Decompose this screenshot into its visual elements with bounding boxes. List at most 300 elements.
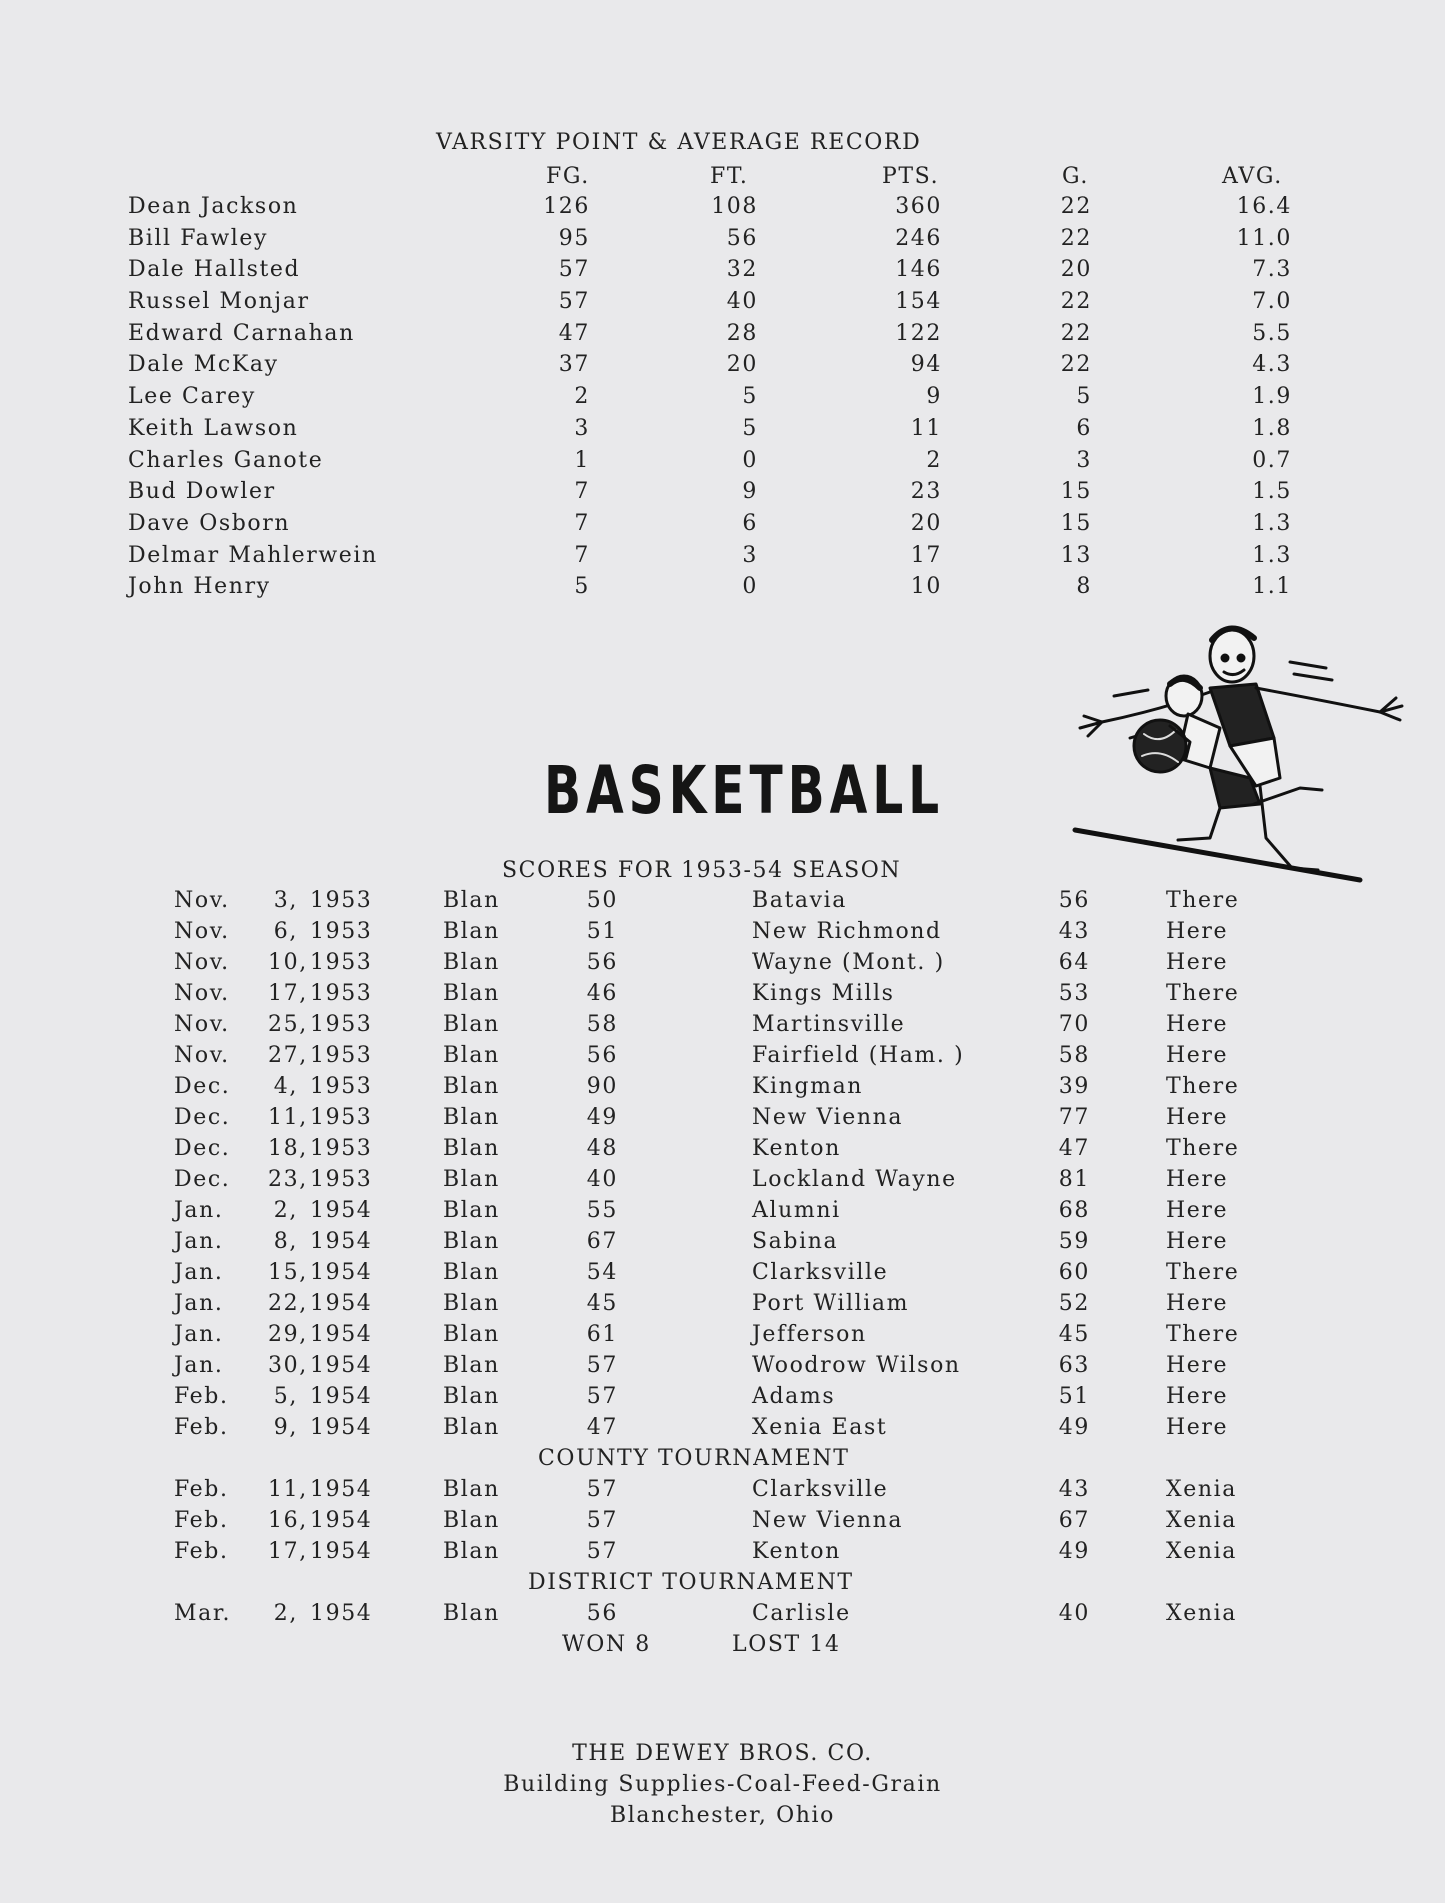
points: 17 [910, 542, 942, 568]
game-row [0, 1322, 1445, 1353]
game-location: Here [1166, 1229, 1229, 1254]
home-score: 50 [586, 888, 618, 913]
average: 1.8 [1252, 415, 1292, 441]
free-throws: 56 [726, 225, 758, 251]
game-row [0, 1012, 1445, 1043]
opponent-score: 51 [1058, 1384, 1090, 1409]
game-row [0, 1198, 1445, 1229]
game-location: There [1166, 888, 1240, 913]
opponent-score: 58 [1058, 1043, 1090, 1068]
player-name: Keith Lawson [128, 415, 299, 441]
home-score: 58 [586, 1012, 618, 1037]
points: 2 [926, 447, 942, 473]
game-location: Here [1166, 950, 1229, 975]
free-throws: 6 [742, 510, 758, 536]
games: 22 [1060, 194, 1092, 219]
opponent-name: Clarksville [752, 1260, 889, 1285]
opponent-name: Wayne (Mont. ) [752, 950, 945, 975]
game-year: 1953 [310, 1012, 373, 1037]
average: 7.0 [1252, 289, 1292, 315]
average: 1.3 [1252, 542, 1292, 568]
game-day: 9, [273, 1415, 298, 1440]
game-day: 30, [268, 1353, 308, 1378]
game-row [0, 950, 1445, 981]
games: 6 [1076, 415, 1092, 441]
games: 13 [1060, 542, 1092, 568]
game-row [0, 888, 1445, 919]
game-row [0, 1229, 1445, 1260]
district-tournament-heading [0, 1570, 1445, 1601]
game-year: 1953 [310, 950, 373, 975]
opponent-score: 60 [1058, 1260, 1090, 1285]
game-row [0, 1136, 1445, 1167]
opponent-name: Martinsville [752, 1012, 906, 1037]
player-name: Dale Hallsted [128, 257, 301, 283]
opponent-name: Xenia East [752, 1415, 888, 1440]
home-team: Blan [443, 888, 500, 913]
field-goals: 37 [558, 352, 590, 378]
game-day: 29, [268, 1322, 308, 1347]
regular-season-games [0, 888, 1445, 1446]
home-team: Blan [443, 1229, 500, 1254]
county-tournament-games [0, 1477, 1445, 1570]
field-goals: 47 [558, 320, 590, 346]
opponent-score: 49 [1058, 1415, 1090, 1440]
points: 146 [895, 257, 942, 283]
opponent-score: 63 [1058, 1353, 1090, 1378]
average: 1.9 [1252, 384, 1292, 410]
opponent-score: 45 [1058, 1322, 1090, 1347]
table-row [0, 321, 1445, 353]
game-month: Jan. [174, 1291, 224, 1316]
game-day: 22, [268, 1291, 308, 1316]
table-row [0, 289, 1445, 321]
game-year: 1954 [310, 1539, 373, 1564]
free-throws: 28 [726, 320, 758, 346]
free-throws: 5 [742, 415, 758, 441]
opponent-name: Alumni [752, 1198, 841, 1223]
home-score: 57 [586, 1477, 618, 1502]
home-score: 90 [586, 1074, 618, 1099]
field-goals: 7 [574, 510, 590, 536]
county-tournament-heading [0, 1446, 1445, 1477]
scores-title: SCORES FOR 1953-54 SEASON [502, 858, 902, 883]
game-location: Here [1166, 1291, 1229, 1316]
game-year: 1953 [310, 1136, 373, 1161]
home-team: Blan [443, 1384, 500, 1409]
game-year: 1954 [310, 1229, 373, 1254]
opponent-score: 39 [1058, 1074, 1090, 1099]
game-year: 1954 [310, 1384, 373, 1409]
points: 360 [895, 194, 942, 219]
game-month: Dec. [174, 1136, 231, 1161]
free-throws: 40 [726, 289, 758, 315]
opponent-score: 77 [1058, 1105, 1090, 1130]
game-day: 17, [268, 981, 308, 1006]
average: 11.0 [1236, 225, 1292, 251]
game-day: 4, [273, 1074, 298, 1099]
opponent-score: 52 [1058, 1291, 1090, 1316]
game-year: 1954 [310, 1508, 373, 1533]
player-name: Bill Fawley [128, 225, 269, 251]
sponsor-location: Blanchester, Ohio [610, 1803, 835, 1828]
game-location: There [1166, 1136, 1240, 1161]
free-throws: 20 [726, 352, 758, 378]
game-month: Jan. [174, 1260, 224, 1285]
basketball-players-cartoon-icon [1060, 618, 1420, 886]
free-throws: 3 [742, 542, 758, 568]
field-goals: 95 [558, 225, 590, 251]
opponent-score: 53 [1058, 981, 1090, 1006]
home-score: 54 [586, 1260, 618, 1285]
opponent-name: Sabina [752, 1229, 839, 1254]
game-row [0, 1291, 1445, 1322]
opponent-name: Batavia [752, 888, 848, 913]
free-throws: 32 [726, 257, 758, 283]
opponent-score: 70 [1058, 1012, 1090, 1037]
points: 154 [895, 289, 942, 315]
home-score: 67 [586, 1229, 618, 1254]
player-name: Russel Monjar [128, 289, 310, 315]
opponent-name: Jefferson [752, 1322, 867, 1347]
table-row [0, 574, 1445, 606]
game-location: Xenia [1166, 1601, 1238, 1626]
game-location: Here [1166, 1043, 1229, 1068]
game-location: Xenia [1166, 1508, 1238, 1533]
basketball-heading: BASKETBALL [544, 752, 945, 829]
free-throws: 5 [742, 384, 758, 410]
game-year: 1953 [310, 919, 373, 944]
home-team: Blan [443, 981, 500, 1006]
home-team: Blan [443, 1601, 500, 1626]
varsity-record-title: VARSITY POINT & AVERAGE RECORD [436, 130, 922, 155]
home-team: Blan [443, 1012, 500, 1037]
points: 122 [895, 320, 942, 346]
points: 246 [895, 225, 942, 251]
game-month: Dec. [174, 1074, 231, 1099]
games: 22 [1060, 225, 1092, 251]
table-row [0, 416, 1445, 448]
opponent-name: Clarksville [752, 1477, 889, 1502]
game-day: 11, [268, 1105, 308, 1130]
game-day: 2, [273, 1198, 298, 1223]
field-goals: 57 [558, 289, 590, 315]
game-month: Jan. [174, 1322, 224, 1347]
game-row [0, 1074, 1445, 1105]
game-year: 1953 [310, 1043, 373, 1068]
home-team: Blan [443, 1043, 500, 1068]
game-month: Feb. [174, 1415, 229, 1440]
home-team: Blan [443, 1508, 500, 1533]
player-name: Dale McKay [128, 352, 279, 378]
player-name: Dave Osborn [128, 510, 291, 536]
free-throws: 9 [742, 479, 758, 505]
sponsor-footer [0, 1741, 1445, 1834]
game-month: Dec. [174, 1105, 231, 1130]
player-name: John Henry [128, 574, 271, 600]
game-month: Nov. [174, 888, 230, 913]
home-score: 57 [586, 1384, 618, 1409]
table-row [0, 511, 1445, 543]
header-fg: FG. [546, 164, 590, 189]
average: 5.5 [1252, 320, 1292, 346]
game-location: Here [1166, 1105, 1229, 1130]
home-team: Blan [443, 1291, 500, 1316]
opponent-name: New Vienna [752, 1105, 904, 1130]
games: 5 [1076, 384, 1092, 410]
game-month: Nov. [174, 1043, 230, 1068]
game-day: 27, [268, 1043, 308, 1068]
home-team: Blan [443, 1136, 500, 1161]
game-day: 25, [268, 1012, 308, 1037]
game-day: 3, [273, 888, 298, 913]
points: 23 [910, 479, 942, 505]
district-tournament-title: DISTRICT TOURNAMENT [528, 1570, 854, 1595]
opponent-name: Carlisle [752, 1601, 851, 1626]
game-location: Here [1166, 1012, 1229, 1037]
home-score: 57 [586, 1539, 618, 1564]
opponent-name: Kenton [752, 1136, 841, 1161]
game-day: 10, [268, 950, 308, 975]
scores-table [0, 888, 1445, 1663]
player-name: Delmar Mahlerwein [128, 542, 378, 568]
player-name: Bud Dowler [128, 479, 276, 505]
game-row [0, 1601, 1445, 1632]
game-year: 1953 [310, 1167, 373, 1192]
game-year: 1954 [310, 1260, 373, 1285]
table-row [0, 352, 1445, 384]
home-team: Blan [443, 1105, 500, 1130]
field-goals: 57 [558, 257, 590, 283]
opponent-name: Woodrow Wilson [752, 1353, 961, 1378]
won-count: WON 8 [562, 1632, 651, 1657]
game-month: Dec. [174, 1167, 231, 1192]
game-location: Here [1166, 1167, 1229, 1192]
average: 16.4 [1236, 194, 1292, 219]
game-year: 1953 [310, 981, 373, 1006]
game-month: Nov. [174, 1012, 230, 1037]
game-day: 8, [273, 1229, 298, 1254]
game-location: Here [1166, 1415, 1229, 1440]
table-row [0, 226, 1445, 258]
game-month: Jan. [174, 1229, 224, 1254]
game-year: 1954 [310, 1601, 373, 1626]
game-year: 1954 [310, 1291, 373, 1316]
game-row [0, 1043, 1445, 1074]
game-row [0, 1384, 1445, 1415]
opponent-score: 64 [1058, 950, 1090, 975]
game-day: 18, [268, 1136, 308, 1161]
game-row [0, 1353, 1445, 1384]
games: 3 [1076, 447, 1092, 473]
game-month: Nov. [174, 950, 230, 975]
player-name: Edward Carnahan [128, 320, 355, 346]
game-month: Feb. [174, 1539, 229, 1564]
game-year: 1954 [310, 1415, 373, 1440]
opponent-name: Adams [752, 1384, 836, 1409]
game-year: 1953 [310, 888, 373, 913]
home-score: 45 [586, 1291, 618, 1316]
field-goals: 7 [574, 479, 590, 505]
game-row [0, 1508, 1445, 1539]
game-day: 11, [268, 1477, 308, 1502]
game-year: 1954 [310, 1477, 373, 1502]
average: 1.5 [1252, 479, 1292, 505]
opponent-score: 59 [1058, 1229, 1090, 1254]
district-tournament-games [0, 1601, 1445, 1632]
table-row [0, 543, 1445, 575]
opponent-score: 68 [1058, 1198, 1090, 1223]
opponent-score: 47 [1058, 1136, 1090, 1161]
game-location: Here [1166, 1353, 1229, 1378]
home-team: Blan [443, 1322, 500, 1347]
game-year: 1953 [310, 1074, 373, 1099]
home-score: 57 [586, 1508, 618, 1533]
games: 22 [1060, 289, 1092, 315]
home-score: 48 [586, 1136, 618, 1161]
game-month: Feb. [174, 1384, 229, 1409]
opponent-name: Port William [752, 1291, 910, 1316]
game-location: There [1166, 1260, 1240, 1285]
player-name: Lee Carey [128, 384, 256, 410]
player-name: Charles Ganote [128, 447, 324, 473]
game-row [0, 1167, 1445, 1198]
game-month: Nov. [174, 919, 230, 944]
field-goals: 7 [574, 542, 590, 568]
average: 7.3 [1252, 257, 1292, 283]
home-team: Blan [443, 1415, 500, 1440]
home-score: 40 [586, 1167, 618, 1192]
game-day: 5, [273, 1384, 298, 1409]
game-row [0, 981, 1445, 1012]
game-row [0, 919, 1445, 950]
game-location: Xenia [1166, 1539, 1238, 1564]
game-location: Here [1166, 1198, 1229, 1223]
opponent-score: 43 [1058, 1477, 1090, 1502]
game-day: 15, [268, 1260, 308, 1285]
average: 0.7 [1252, 447, 1292, 473]
game-location: There [1166, 981, 1240, 1006]
opponent-name: Kings Mills [752, 981, 895, 1006]
points: 94 [910, 352, 942, 378]
table-row [0, 479, 1445, 511]
game-location: There [1166, 1322, 1240, 1347]
average: 1.3 [1252, 510, 1292, 536]
home-score: 49 [586, 1105, 618, 1130]
county-tournament-title: COUNTY TOURNAMENT [538, 1446, 850, 1471]
game-day: 2, [273, 1601, 298, 1626]
header-avg: AVG. [1222, 164, 1283, 189]
home-score: 56 [586, 1601, 618, 1626]
game-month: Feb. [174, 1508, 229, 1533]
player-stats-table [0, 194, 1445, 606]
games: 15 [1060, 510, 1092, 536]
home-team: Blan [443, 1353, 500, 1378]
home-team: Blan [443, 950, 500, 975]
home-team: Blan [443, 1260, 500, 1285]
opponent-name: Lockland Wayne [752, 1167, 957, 1192]
home-score: 47 [586, 1415, 618, 1440]
game-day: 16, [268, 1508, 308, 1533]
game-year: 1954 [310, 1322, 373, 1347]
opponent-score: 49 [1058, 1539, 1090, 1564]
opponent-name: Kenton [752, 1539, 841, 1564]
lost-count: LOST 14 [732, 1632, 841, 1657]
free-throws: 108 [711, 194, 758, 219]
header-pts: PTS. [882, 164, 940, 189]
games: 15 [1060, 479, 1092, 505]
home-score: 61 [586, 1322, 618, 1347]
games: 20 [1060, 257, 1092, 283]
table-row [0, 257, 1445, 289]
game-month: Jan. [174, 1353, 224, 1378]
season-record [0, 1632, 1445, 1663]
home-team: Blan [443, 1167, 500, 1192]
games: 22 [1060, 320, 1092, 346]
opponent-score: 40 [1058, 1601, 1090, 1626]
points: 10 [910, 574, 942, 600]
home-team: Blan [443, 919, 500, 944]
home-team: Blan [443, 1198, 500, 1223]
home-score: 56 [586, 950, 618, 975]
field-goals: 5 [574, 574, 590, 600]
average: 1.1 [1252, 574, 1292, 600]
opponent-name: New Richmond [752, 919, 942, 944]
table-row [0, 384, 1445, 416]
points: 20 [910, 510, 942, 536]
game-month: Mar. [174, 1601, 232, 1626]
game-row [0, 1105, 1445, 1136]
game-row [0, 1539, 1445, 1570]
game-day: 23, [268, 1167, 308, 1192]
games: 8 [1076, 574, 1092, 600]
opponent-name: New Vienna [752, 1508, 904, 1533]
points: 9 [926, 384, 942, 410]
home-score: 57 [586, 1353, 618, 1378]
home-team: Blan [443, 1477, 500, 1502]
points: 11 [910, 415, 942, 441]
home-score: 46 [586, 981, 618, 1006]
field-goals: 1 [574, 447, 590, 473]
game-location: Xenia [1166, 1477, 1238, 1502]
game-row [0, 1477, 1445, 1508]
opponent-score: 81 [1058, 1167, 1090, 1192]
field-goals: 2 [574, 384, 590, 410]
table-row [0, 194, 1445, 226]
opponent-score: 43 [1058, 919, 1090, 944]
home-team: Blan [443, 1074, 500, 1099]
opponent-score: 67 [1058, 1508, 1090, 1533]
home-team: Blan [443, 1539, 500, 1564]
game-row [0, 1415, 1445, 1446]
game-month: Feb. [174, 1477, 229, 1502]
game-location: Here [1166, 1384, 1229, 1409]
home-score: 56 [586, 1043, 618, 1068]
table-row [0, 448, 1445, 480]
games: 22 [1060, 352, 1092, 378]
opponent-score: 56 [1058, 888, 1090, 913]
player-name: Dean Jackson [128, 194, 299, 219]
game-year: 1953 [310, 1105, 373, 1130]
game-location: Here [1166, 919, 1229, 944]
game-month: Nov. [174, 981, 230, 1006]
game-year: 1954 [310, 1198, 373, 1223]
average: 4.3 [1252, 352, 1292, 378]
game-row [0, 1260, 1445, 1291]
opponent-name: Kingman [752, 1074, 864, 1099]
header-g: G. [1062, 164, 1089, 189]
free-throws: 0 [742, 447, 758, 473]
